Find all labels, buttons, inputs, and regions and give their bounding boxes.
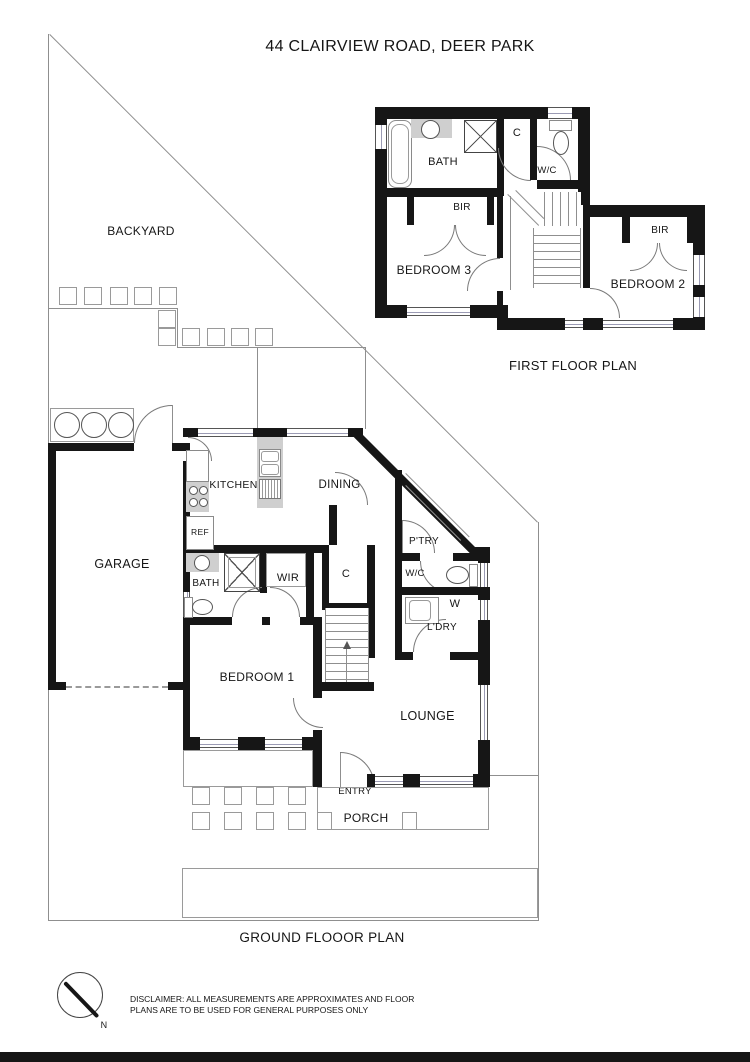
toilet-bowl-icon (553, 131, 569, 155)
shrub-icon (108, 412, 134, 438)
wall (262, 617, 270, 625)
wall (395, 470, 402, 561)
paver (134, 287, 152, 305)
window (375, 125, 387, 149)
porch-post (317, 812, 332, 830)
room-label-backyard: BACKYARD (107, 224, 175, 238)
paver (159, 287, 177, 305)
room-label-bath-ground: BATH (192, 578, 220, 589)
paver (256, 787, 274, 805)
stove-burner-icon (189, 498, 198, 507)
kitchen-bench (186, 450, 209, 482)
wall (453, 553, 478, 561)
site-boundary-right (538, 522, 539, 920)
patio-edge-line (365, 347, 366, 429)
paver (192, 787, 210, 805)
paver (182, 328, 200, 346)
gate-swing-arc (134, 405, 172, 443)
compass-north-label: N (100, 1020, 108, 1030)
wall (300, 617, 313, 625)
wall (183, 737, 200, 750)
wall (313, 617, 322, 698)
window (287, 428, 348, 437)
wall (183, 617, 232, 625)
paver (207, 328, 225, 346)
basin-icon (194, 555, 210, 571)
wall (403, 774, 420, 787)
paver (231, 328, 249, 346)
wall (583, 318, 603, 330)
staircase-upper (537, 192, 581, 226)
paver (288, 812, 306, 830)
window (407, 307, 470, 316)
shower-icon (464, 120, 497, 153)
paver (288, 787, 306, 805)
paver (224, 812, 242, 830)
paver (158, 310, 176, 328)
bathtub-inner (391, 124, 409, 184)
stove-burner-icon (199, 498, 208, 507)
first-floor-caption: FIRST FLOOR PLAN (508, 358, 638, 373)
wall (313, 750, 322, 787)
wall (478, 740, 490, 787)
wall (322, 545, 329, 603)
room-label-wc-ground: W/C (405, 568, 425, 579)
wall (375, 107, 548, 119)
wall (375, 107, 387, 125)
door-swing-arc (590, 288, 620, 318)
room-label-closet-first: C (512, 127, 522, 139)
window (265, 739, 302, 748)
wall (329, 505, 337, 545)
room-label-washer: W (449, 598, 461, 610)
room-label-kitchen: KITCHEN (209, 479, 258, 491)
window (693, 297, 705, 317)
wall (478, 620, 490, 685)
window (548, 107, 572, 119)
window (480, 600, 488, 620)
paver (256, 812, 274, 830)
basin-icon (421, 120, 440, 139)
gate-leaf (172, 405, 173, 443)
robe-door-arc (455, 225, 486, 256)
room-label-pantry: P'TRY (409, 536, 439, 547)
wall (497, 291, 503, 305)
disclaimer-line-1: DISCLAIMER: ALL MEASUREMENTS ARE APPROXIMATES AND FLOOR (130, 994, 415, 1004)
yard-edge-line (177, 347, 365, 348)
paver (255, 328, 273, 346)
window (480, 563, 488, 587)
wall (238, 737, 265, 750)
side-path-line (490, 775, 538, 776)
window (200, 739, 238, 748)
shrub-icon (54, 412, 80, 438)
window (375, 776, 403, 785)
room-label-porch: PORCH (343, 811, 389, 825)
paver (84, 287, 102, 305)
paver (110, 287, 128, 305)
wall (48, 443, 56, 690)
wall (478, 553, 490, 563)
patio-edge-line (257, 347, 258, 429)
wall (395, 587, 478, 595)
wall (302, 737, 322, 750)
wall (450, 652, 478, 660)
room-label-bedroom3: BEDROOM 3 (396, 263, 472, 277)
door-swing-arc (270, 587, 300, 617)
wall (375, 149, 387, 318)
wall (322, 682, 374, 691)
ground-floor-caption: GROUND FLOOOR PLAN (239, 930, 405, 945)
toilet-bowl-icon (446, 566, 469, 584)
wall (537, 180, 583, 189)
paver (224, 787, 242, 805)
driveway (182, 868, 538, 918)
window (198, 428, 253, 437)
wall (583, 205, 590, 288)
room-label-bedroom2: BEDROOM 2 (610, 277, 686, 291)
robe-door-arc (630, 243, 658, 271)
wall (622, 217, 630, 243)
site-boundary-bottom (48, 920, 539, 921)
wall (306, 553, 314, 617)
wall (578, 107, 590, 205)
stair-arrow-shaft (346, 648, 347, 682)
room-label-wir: WIR (276, 572, 300, 584)
wall (583, 205, 705, 217)
yard-edge-line (177, 308, 178, 347)
window (420, 776, 473, 785)
wall (503, 318, 565, 330)
wall (253, 428, 287, 437)
toilet-bowl-icon (192, 599, 213, 615)
page-title: 44 CLAIRVIEW ROAD, DEER PARK (265, 38, 535, 55)
sink-bowl (261, 451, 279, 462)
room-label-bath-first: BATH (428, 156, 458, 168)
toilet-tank (469, 564, 478, 587)
wall (48, 443, 134, 451)
robe-door-arc (424, 225, 455, 256)
room-label-ref: REF (191, 527, 209, 537)
washer-tub (409, 600, 431, 621)
door-swing-arc (293, 698, 323, 728)
paver (192, 812, 210, 830)
front-strip (183, 750, 313, 787)
wall (183, 428, 198, 437)
shrub-icon (81, 412, 107, 438)
room-label-dining: DINING (318, 479, 361, 491)
window (693, 255, 705, 285)
room-label-laundry: L'DRY (427, 622, 457, 633)
toilet-tank (549, 120, 572, 131)
room-label-closet-ground: C (341, 568, 351, 580)
wall (693, 285, 705, 297)
room-label-lounge: LOUNGE (400, 709, 455, 723)
sink-bowl (261, 464, 279, 475)
window (480, 685, 488, 740)
staircase-lower (533, 228, 581, 288)
wall (687, 217, 695, 243)
room-label-bir2: BIR (651, 225, 669, 236)
paver (158, 328, 176, 346)
stair-edge (510, 196, 511, 290)
garage-door-dashed (66, 686, 168, 688)
room-label-entry: ENTRY (338, 786, 372, 797)
room-label-bir3: BIR (453, 202, 471, 213)
wall (673, 318, 705, 330)
porch-post (402, 812, 417, 830)
yard-edge-line (48, 308, 177, 309)
wall (487, 196, 494, 225)
paver (59, 287, 77, 305)
footer-bar (0, 1052, 750, 1062)
wall (48, 682, 66, 690)
wall (478, 587, 490, 600)
robe-door-arc (659, 243, 687, 271)
wall (407, 196, 414, 225)
room-label-garage: GARAGE (94, 557, 150, 571)
window (565, 320, 583, 328)
wall (395, 553, 420, 561)
room-label-wc-first: W/C (537, 165, 557, 176)
wall (497, 196, 503, 258)
wall (395, 652, 413, 660)
window (603, 320, 673, 328)
wall (375, 188, 503, 197)
wall (375, 305, 407, 318)
shower-inner (228, 557, 256, 588)
disclaimer-line-2: PLANS ARE TO BE USED FOR GENERAL PURPOSES ONLY (130, 1005, 369, 1015)
room-label-bedroom1: BEDROOM 1 (219, 670, 295, 684)
stair-arrow-head (343, 641, 351, 649)
